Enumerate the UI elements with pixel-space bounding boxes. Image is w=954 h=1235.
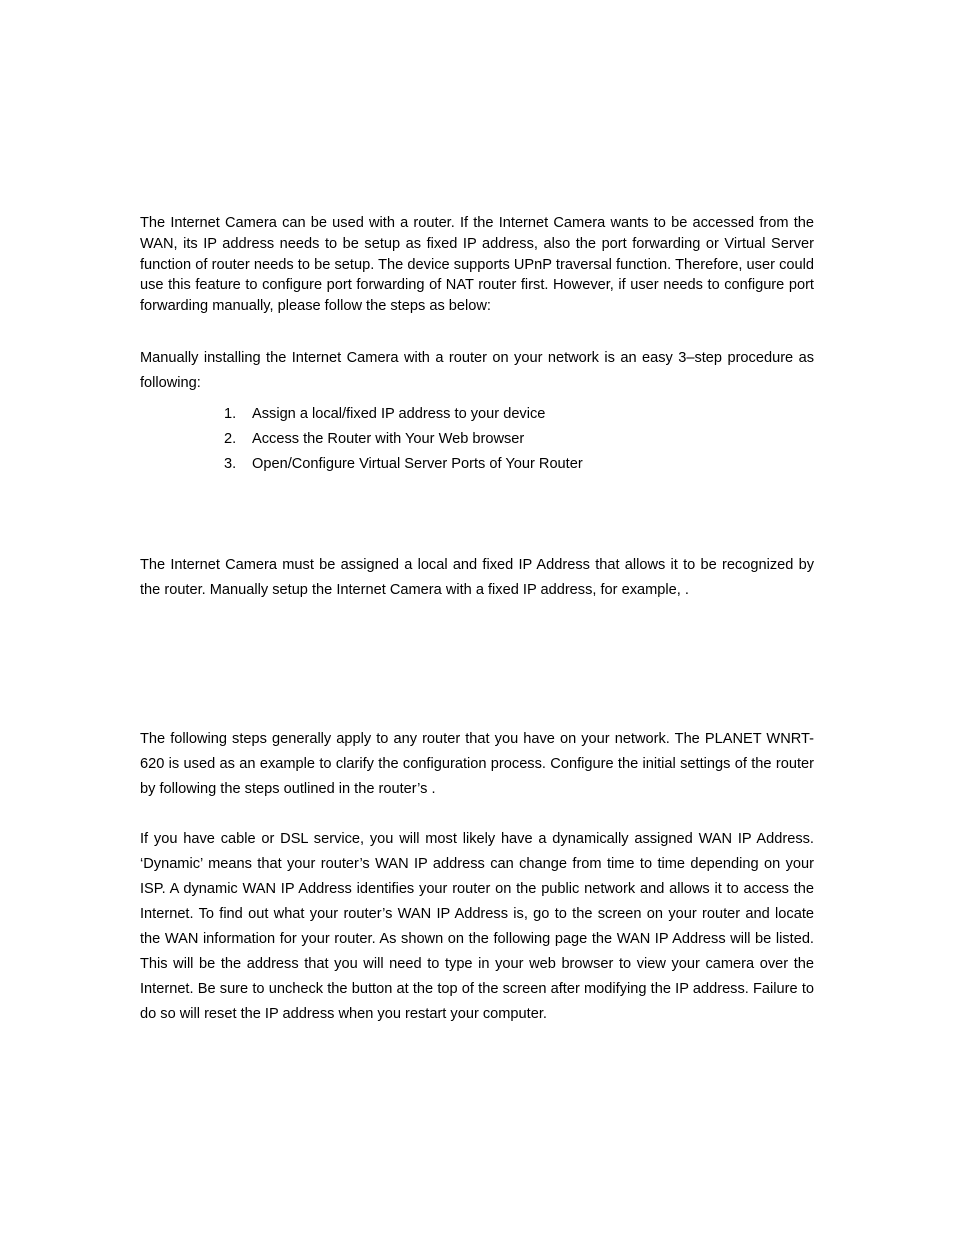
step-number: 2. — [224, 431, 237, 447]
router-access-paragraph: The following steps generally apply to any router that you have on your network. The PLANET WNRT-620 is used as an example to clarify the configuration process. Configure the initial settings of the router by following the steps outlined in the router’s . — [140, 731, 814, 797]
steps-list — [224, 402, 583, 477]
list-item — [224, 452, 583, 477]
wan-ip-paragraph: If you have cable or DSL service, you will most likely have a dynamically assigned WAN IP Address. ‘Dynamic’ means that your router’s WAN IP address can change from time to time depending on your ISP. A dynamic WAN IP Address identifies your router on the public network and allows it to access the Internet. To find out what your router’s WAN IP Address is, go to the screen on your router and locate the WAN information for your router. As shown on the following page the WAN IP Address will be listed. This will be the address that you will need to type in your web browser to view your camera over the Internet. Be sure to uncheck the button at the top of the screen after modifying the IP address. Failure to do so will reset the IP address when you restart your computer. — [140, 831, 814, 1022]
list-item — [224, 402, 583, 427]
fixed-ip-paragraph: The Internet Camera must be assigned a local and fixed IP Address that allows it to be recognized by the router. Manually setup the Internet Camera with a fixed IP address, for example, . — [140, 557, 814, 598]
step-label: Open/Configure Virtual Server Ports of Your Router — [252, 456, 583, 472]
step-label: Assign a local/fixed IP address to your device — [252, 406, 546, 422]
procedure-paragraph: Manually installing the Internet Camera with a router on your network is an easy 3–step procedure as following: — [140, 350, 814, 391]
step-number: 3. — [224, 456, 237, 472]
intro-paragraph: The Internet Camera can be used with a router. If the Internet Camera wants to be accessed from the WAN, its IP address needs to be setup as fixed IP address, also the port forwarding or Virtual Server function of router needs to be setup. The device supports UPnP traversal function. Therefore, user could use this feature to configure port forwarding of NAT router first. However, if user needs to configure port forwarding manually, please follow the steps as below: — [140, 215, 814, 315]
list-item — [224, 427, 583, 452]
step-label: Access the Router with Your Web browser — [252, 431, 525, 447]
step-number: 1. — [224, 406, 237, 422]
